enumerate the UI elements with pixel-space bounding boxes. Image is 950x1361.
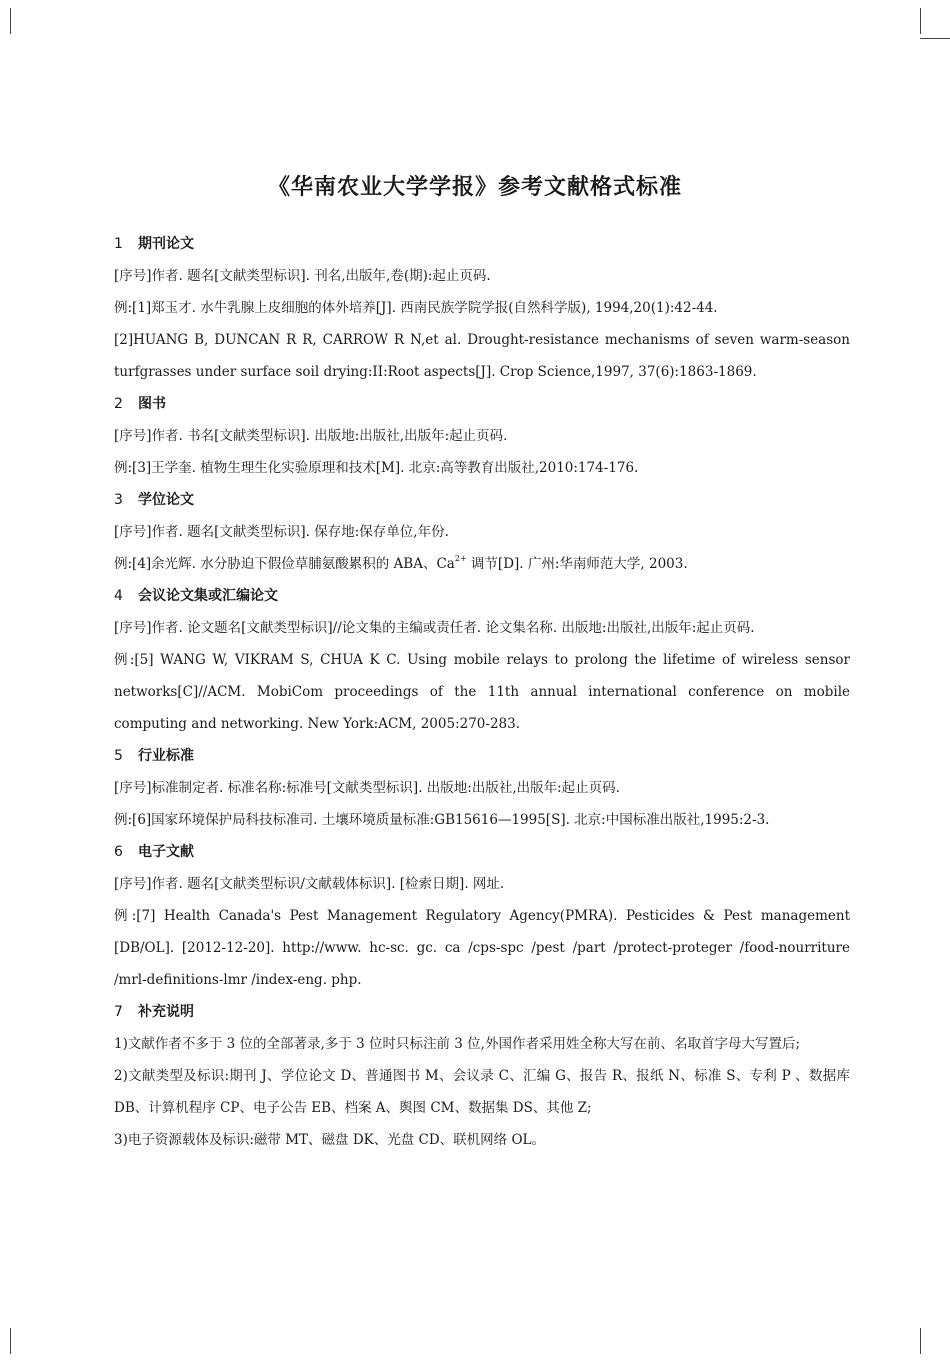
section-number: 3	[114, 492, 123, 508]
document-body	[114, 228, 850, 1156]
section-heading-4	[114, 580, 850, 612]
section-number: 6	[114, 844, 123, 860]
crop-mark-bottom-right	[920, 1328, 921, 1354]
crop-mark-bottom-left	[10, 1328, 11, 1354]
superscript-charge: 2+	[454, 554, 467, 563]
format-template: [序号]作者. 题名[文献类型标识]. 刊名,出版年,卷(期):起止页码.	[114, 268, 491, 284]
page-title: 《华南农业大学学报》参考文献格式标准	[267, 175, 682, 200]
format-template: [序号]作者. 题名[文献类型标识]. 保存地:保存单位,年份.	[114, 524, 449, 540]
section-number: 1	[114, 236, 123, 252]
format-template: [序号]作者. 书名[文献类型标识]. 出版地:出版社,出版年:起止页码.	[114, 428, 508, 444]
section-heading-1	[114, 228, 850, 260]
section-number: 4	[114, 588, 123, 604]
reference-example: 例:[6]国家环境保护局科技标准司. 土壤环境质量标准:GB15616—1995[S]. 北京:中国标准出版社,1995:2-3.	[114, 812, 770, 828]
format-template: [序号]标准制定者. 标准名称:标准号[文献类型标识]. 出版地:出版社,出版年:起止页码.	[114, 780, 620, 796]
note-item: 2)文献类型及标识:期刊 J、学位论文 D、普通图书 M、会议录 C、汇编 G、报告 R、报纸 N、标准 S、专利 P 、数据库 DB、计算机程序 CP、电子公告 EB、档案 A、舆图 CM、数据集 DS、其他 Z;	[114, 1068, 850, 1116]
crop-mark-top-left	[10, 8, 11, 34]
format-template: [序号]作者. 题名[文献类型标识/文献载体标识]. [检索日期]. 网址.	[114, 876, 505, 892]
section-number: 7	[114, 1004, 123, 1020]
section-title: 图书	[138, 396, 166, 412]
reference-example: 例:[1]郑玉才. 水牛乳腺上皮细胞的体外培养[J]. 西南民族学院学报(自然科学版), 1994,20(1):42-44.	[114, 300, 718, 316]
crop-mark-right-top	[920, 38, 950, 39]
section-title: 会议论文集或汇编论文	[138, 588, 278, 604]
note-item: 3)电子资源载体及标识:磁带 MT、磁盘 DK、光盘 CD、联机网络 OL。	[114, 1132, 545, 1148]
crop-mark-top-right	[920, 8, 921, 34]
reference-example: 例:[7] Health Canada's Pest Management Regulatory Agency(PMRA). Pesticides & Pest management [DB/OL]. [2012-12-20]. http://www. hc-sc. gc. ca /cps-spc /pest /part /protect-proteger /food-nourriture /mrl-definitions-lmr /index-eng. php.	[114, 908, 850, 988]
section-title: 电子文献	[138, 844, 194, 860]
section-heading-2	[114, 388, 850, 420]
reference-example: 例:[4]余光辉. 水分胁迫下假俭草脯氨酸累积的 ABA、$Ca^{2+}$ 调节[D]. 广州:华南师范大学, 2003.	[114, 554, 688, 572]
section-heading-7	[114, 996, 850, 1028]
section-number: 2	[114, 396, 123, 412]
section-heading-5	[114, 740, 850, 772]
section-title: 补充说明	[138, 1004, 194, 1020]
section-title: 学位论文	[138, 492, 194, 508]
section-number: 5	[114, 748, 123, 764]
section-title: 期刊论文	[138, 236, 194, 252]
section-heading-6	[114, 836, 850, 868]
reference-example: 例:[3]王学奎. 植物生理生化实验原理和技术[M]. 北京:高等教育出版社,2010:174-176.	[114, 460, 639, 476]
format-template: [序号]作者. 论文题名[文献类型标识]//论文集的主编或责任者. 论文集名称. 出版地:出版社,出版年:起止页码.	[114, 620, 755, 636]
reference-example: [2]HUANG B, DUNCAN R R, CARROW R N,et al. Drought-resistance mechanisms of seven warm-season turfgrasses under surface soil drying:II:Root aspects[J]. Crop Science,1997, 37(6):1863-1869.	[114, 332, 850, 380]
note-item: 1)文献作者不多于 3 位的全部著录,多于 3 位时只标注前 3 位,外国作者采用姓全称大写在前、名取首字母大写置后;	[114, 1036, 801, 1052]
section-title: 行业标准	[138, 748, 194, 764]
reference-example: 例:[5] WANG W, VIKRAM S, CHUA K C. Using mobile relays to prolong the lifetime of wireless sensor networks[C]//ACM. MobiCom proceedings of the 11th annual international conference on mobile computing and networking. New York:ACM, 2005:270-283.	[114, 652, 850, 732]
section-heading-3	[114, 484, 850, 516]
